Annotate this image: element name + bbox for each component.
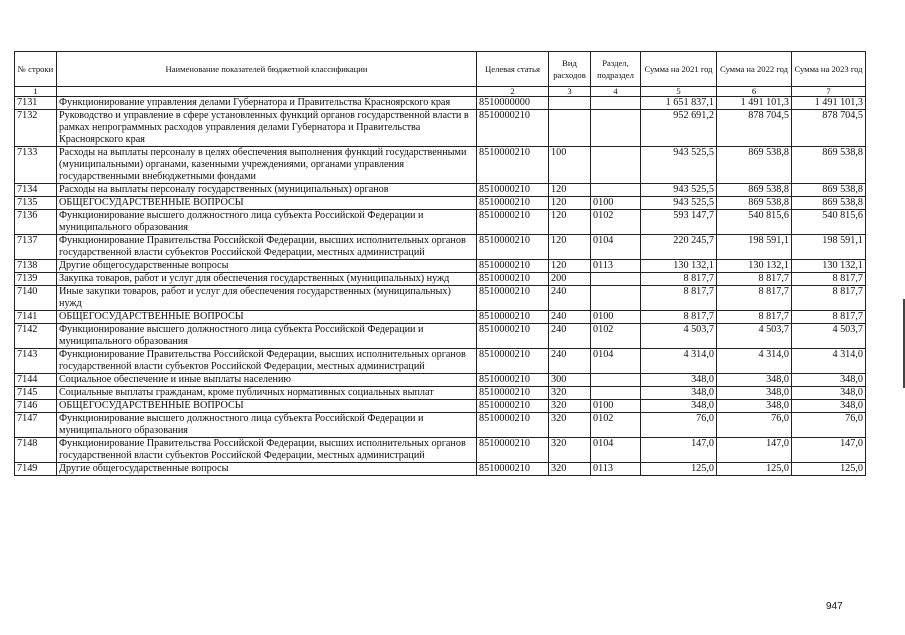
cell-sum-2021: 348,0 (641, 400, 717, 413)
cell-row-no: 7147 (15, 413, 57, 438)
table-header (15, 52, 866, 87)
cell-target-article: 8510000210 (477, 463, 549, 476)
cell-target-article: 8510000210 (477, 349, 549, 374)
cell-row-no: 7131 (15, 97, 57, 110)
cell-sum-2021: 8 817,7 (641, 273, 717, 286)
cell-section: 0113 (591, 260, 641, 273)
cell-target-article: 8510000210 (477, 324, 549, 349)
column-number: 2 (477, 87, 549, 97)
cell-row-no: 7133 (15, 147, 57, 184)
cell-sum-2022: 1 491 101,3 (717, 97, 792, 110)
table-row (15, 235, 866, 260)
header-row-no: № строки (15, 52, 57, 87)
cell-expense-type: 320 (549, 413, 591, 438)
cell-row-no: 7140 (15, 286, 57, 311)
cell-name: Социальное обеспечение и иные выплаты населению (57, 374, 477, 387)
cell-expense-type: 200 (549, 273, 591, 286)
cell-row-no: 7149 (15, 463, 57, 476)
cell-sum-2022: 4 503,7 (717, 324, 792, 349)
cell-sum-2022: 540 815,6 (717, 210, 792, 235)
table-row (15, 413, 866, 438)
cell-sum-2021: 8 817,7 (641, 311, 717, 324)
cell-target-article: 8510000210 (477, 184, 549, 197)
cell-sum-2023: 8 817,7 (792, 273, 866, 286)
cell-expense-type: 320 (549, 400, 591, 413)
cell-sum-2021: 4 503,7 (641, 324, 717, 349)
cell-name: Другие общегосударственные вопросы (57, 260, 477, 273)
cell-row-no: 7132 (15, 110, 57, 147)
cell-section: 0100 (591, 197, 641, 210)
cell-sum-2023: 4 314,0 (792, 349, 866, 374)
header-sum-2021: Сумма на 2021 год (641, 52, 717, 87)
budget-table (14, 51, 866, 476)
cell-expense-type: 120 (549, 210, 591, 235)
cell-sum-2023: 147,0 (792, 438, 866, 463)
table-row (15, 273, 866, 286)
cell-expense-type: 240 (549, 286, 591, 311)
cell-target-article: 8510000210 (477, 210, 549, 235)
cell-sum-2023: 869 538,8 (792, 197, 866, 210)
cell-target-article: 8510000210 (477, 286, 549, 311)
header-sum-2022: Сумма на 2022 год (717, 52, 792, 87)
cell-expense-type: 240 (549, 311, 591, 324)
cell-sum-2021: 4 314,0 (641, 349, 717, 374)
cell-sum-2023: 540 815,6 (792, 210, 866, 235)
cell-sum-2023: 76,0 (792, 413, 866, 438)
column-number: 3 (549, 87, 591, 97)
cell-sum-2023: 8 817,7 (792, 311, 866, 324)
cell-row-no: 7142 (15, 324, 57, 349)
cell-target-article: 8510000210 (477, 438, 549, 463)
cell-expense-type: 240 (549, 324, 591, 349)
cell-name: Иные закупки товаров, работ и услуг для обеспечения государственных (муниципальных) нужд (57, 286, 477, 311)
cell-sum-2022: 198 591,1 (717, 235, 792, 260)
table-body (15, 87, 866, 476)
cell-target-article: 8510000210 (477, 400, 549, 413)
cell-name: Функционирование Правительства Российской Федерации, высших исполнительных органов государственной власти субъектов Российской Федерации, местных администраций (57, 349, 477, 374)
cell-sum-2022: 147,0 (717, 438, 792, 463)
cell-target-article: 8510000210 (477, 235, 549, 260)
cell-section (591, 273, 641, 286)
table-row (15, 374, 866, 387)
cell-name: Расходы на выплаты персоналу в целях обеспечения выполнения функций государственными (муниципальными) органами, казенными учреждениями, органами управления государственными внебюджетными фондами (57, 147, 477, 184)
cell-target-article: 8510000210 (477, 197, 549, 210)
cell-section: 0100 (591, 400, 641, 413)
cell-target-article: 8510000210 (477, 387, 549, 400)
table-row (15, 400, 866, 413)
header-target-article: Целевая статья (477, 52, 549, 87)
cell-sum-2021: 952 691,2 (641, 110, 717, 147)
cell-sum-2021: 348,0 (641, 387, 717, 400)
cell-sum-2022: 869 538,8 (717, 197, 792, 210)
table-row (15, 438, 866, 463)
cell-sum-2021: 130 132,1 (641, 260, 717, 273)
cell-expense-type: 100 (549, 147, 591, 184)
cell-sum-2023: 869 538,8 (792, 184, 866, 197)
cell-target-article: 8510000210 (477, 374, 549, 387)
table-row (15, 311, 866, 324)
cell-sum-2023: 1 491 101,3 (792, 97, 866, 110)
cell-sum-2023: 130 132,1 (792, 260, 866, 273)
cell-row-no: 7143 (15, 349, 57, 374)
cell-sum-2023: 348,0 (792, 400, 866, 413)
cell-row-no: 7136 (15, 210, 57, 235)
cell-target-article: 8510000210 (477, 260, 549, 273)
cell-name: Функционирование высшего должностного лица субъекта Российской Федерации и муниципального образования (57, 324, 477, 349)
column-number: 6 (717, 87, 792, 97)
header-section: Раздел, подраздел (591, 52, 641, 87)
cell-sum-2022: 8 817,7 (717, 311, 792, 324)
cell-sum-2022: 869 538,8 (717, 184, 792, 197)
cell-target-article: 8510000210 (477, 413, 549, 438)
cell-name: Закупка товаров, работ и услуг для обеспечения государственных (муниципальных) нужд (57, 273, 477, 286)
cell-sum-2023: 8 817,7 (792, 286, 866, 311)
cell-row-no: 7145 (15, 387, 57, 400)
cell-sum-2022: 125,0 (717, 463, 792, 476)
cell-target-article: 8510000210 (477, 311, 549, 324)
cell-name: Функционирование высшего должностного лица субъекта Российской Федерации и муниципального образования (57, 413, 477, 438)
cell-name: ОБЩЕГОСУДАРСТВЕННЫЕ ВОПРОСЫ (57, 197, 477, 210)
cell-target-article: 8510000210 (477, 110, 549, 147)
cell-expense-type: 300 (549, 374, 591, 387)
cell-section: 0102 (591, 324, 641, 349)
cell-row-no: 7144 (15, 374, 57, 387)
cell-sum-2021: 943 525,5 (641, 147, 717, 184)
cell-sum-2023: 125,0 (792, 463, 866, 476)
cell-row-no: 7137 (15, 235, 57, 260)
cell-row-no: 7139 (15, 273, 57, 286)
cell-sum-2023: 869 538,8 (792, 147, 866, 184)
cell-section (591, 110, 641, 147)
column-number-row (15, 87, 866, 97)
cell-sum-2021: 1 651 837,1 (641, 97, 717, 110)
cell-sum-2021: 76,0 (641, 413, 717, 438)
cell-section (591, 387, 641, 400)
table-row (15, 286, 866, 311)
cell-row-no: 7146 (15, 400, 57, 413)
cell-expense-type: 120 (549, 260, 591, 273)
cell-row-no: 7141 (15, 311, 57, 324)
column-number: 1 (15, 87, 57, 97)
cell-sum-2021: 8 817,7 (641, 286, 717, 311)
cell-name: Другие общегосударственные вопросы (57, 463, 477, 476)
cell-sum-2022: 869 538,8 (717, 147, 792, 184)
header-name: Наименование показателей бюджетной классификации (57, 52, 477, 87)
cell-expense-type: 120 (549, 197, 591, 210)
cell-section (591, 286, 641, 311)
cell-expense-type: 320 (549, 438, 591, 463)
cell-name: ОБЩЕГОСУДАРСТВЕННЫЕ ВОПРОСЫ (57, 400, 477, 413)
cell-section: 0113 (591, 463, 641, 476)
cell-sum-2021: 147,0 (641, 438, 717, 463)
cell-section: 0102 (591, 210, 641, 235)
cell-sum-2021: 593 147,7 (641, 210, 717, 235)
table-row (15, 184, 866, 197)
page-number: 947 (826, 601, 843, 612)
cell-sum-2022: 8 817,7 (717, 273, 792, 286)
cell-expense-type (549, 110, 591, 147)
cell-expense-type: 320 (549, 387, 591, 400)
cell-expense-type (549, 97, 591, 110)
cell-name: ОБЩЕГОСУДАРСТВЕННЫЕ ВОПРОСЫ (57, 311, 477, 324)
table-row (15, 147, 866, 184)
cell-sum-2022: 130 132,1 (717, 260, 792, 273)
cell-target-article: 8510000210 (477, 147, 549, 184)
cell-sum-2022: 76,0 (717, 413, 792, 438)
cell-row-no: 7134 (15, 184, 57, 197)
cell-row-no: 7148 (15, 438, 57, 463)
cell-sum-2023: 348,0 (792, 374, 866, 387)
table-row (15, 324, 866, 349)
cell-sum-2022: 348,0 (717, 374, 792, 387)
cell-section (591, 184, 641, 197)
table-row (15, 260, 866, 273)
cell-sum-2021: 220 245,7 (641, 235, 717, 260)
header-expense-type: Вид расходов (549, 52, 591, 87)
cell-expense-type: 240 (549, 349, 591, 374)
cell-target-article: 8510000000 (477, 97, 549, 110)
cell-row-no: 7138 (15, 260, 57, 273)
cell-sum-2023: 878 704,5 (792, 110, 866, 147)
cell-name: Функционирование Правительства Российской Федерации, высших исполнительных органов государственной власти субъектов Российской Федерации, местных администраций (57, 438, 477, 463)
table-row (15, 97, 866, 110)
cell-sum-2021: 348,0 (641, 374, 717, 387)
table-row (15, 197, 866, 210)
cell-sum-2022: 8 817,7 (717, 286, 792, 311)
cell-row-no: 7135 (15, 197, 57, 210)
cell-expense-type: 320 (549, 463, 591, 476)
cell-name: Функционирование Правительства Российской Федерации, высших исполнительных органов государственной власти субъектов Российской Федерации, местных администраций (57, 235, 477, 260)
cell-section: 0104 (591, 235, 641, 260)
cell-sum-2022: 348,0 (717, 387, 792, 400)
cell-sum-2022: 4 314,0 (717, 349, 792, 374)
cell-sum-2023: 348,0 (792, 387, 866, 400)
table-row (15, 463, 866, 476)
cell-name: Социальные выплаты гражданам, кроме публичных нормативных социальных выплат (57, 387, 477, 400)
cell-section (591, 147, 641, 184)
cell-section: 0102 (591, 413, 641, 438)
cell-sum-2021: 943 525,5 (641, 184, 717, 197)
cell-section: 0104 (591, 438, 641, 463)
cell-section (591, 374, 641, 387)
cell-sum-2023: 198 591,1 (792, 235, 866, 260)
cell-name: Расходы на выплаты персоналу государственных (муниципальных) органов (57, 184, 477, 197)
cell-name: Функционирование управления делами Губернатора и Правительства Красноярского края (57, 97, 477, 110)
table-row (15, 349, 866, 374)
table-row (15, 110, 866, 147)
cell-expense-type: 120 (549, 235, 591, 260)
table-row (15, 210, 866, 235)
cell-section: 0100 (591, 311, 641, 324)
column-number: 7 (792, 87, 866, 97)
cell-section (591, 97, 641, 110)
cell-sum-2023: 4 503,7 (792, 324, 866, 349)
column-number: 5 (641, 87, 717, 97)
cell-expense-type: 120 (549, 184, 591, 197)
cell-sum-2022: 878 704,5 (717, 110, 792, 147)
cell-section: 0104 (591, 349, 641, 374)
column-number: 4 (591, 87, 641, 97)
cell-name: Руководство и управление в сфере установленных функций органов государственной власти в рамках непрограммных расходов управления делами Губернатора и Правительства Красноярского края (57, 110, 477, 147)
cell-sum-2022: 348,0 (717, 400, 792, 413)
table-row (15, 387, 866, 400)
cell-name: Функционирование высшего должностного лица субъекта Российской Федерации и муниципального образования (57, 210, 477, 235)
cell-sum-2021: 125,0 (641, 463, 717, 476)
header-sum-2023: Сумма на 2023 год (792, 52, 866, 87)
cell-sum-2021: 943 525,5 (641, 197, 717, 210)
cell-target-article: 8510000210 (477, 273, 549, 286)
